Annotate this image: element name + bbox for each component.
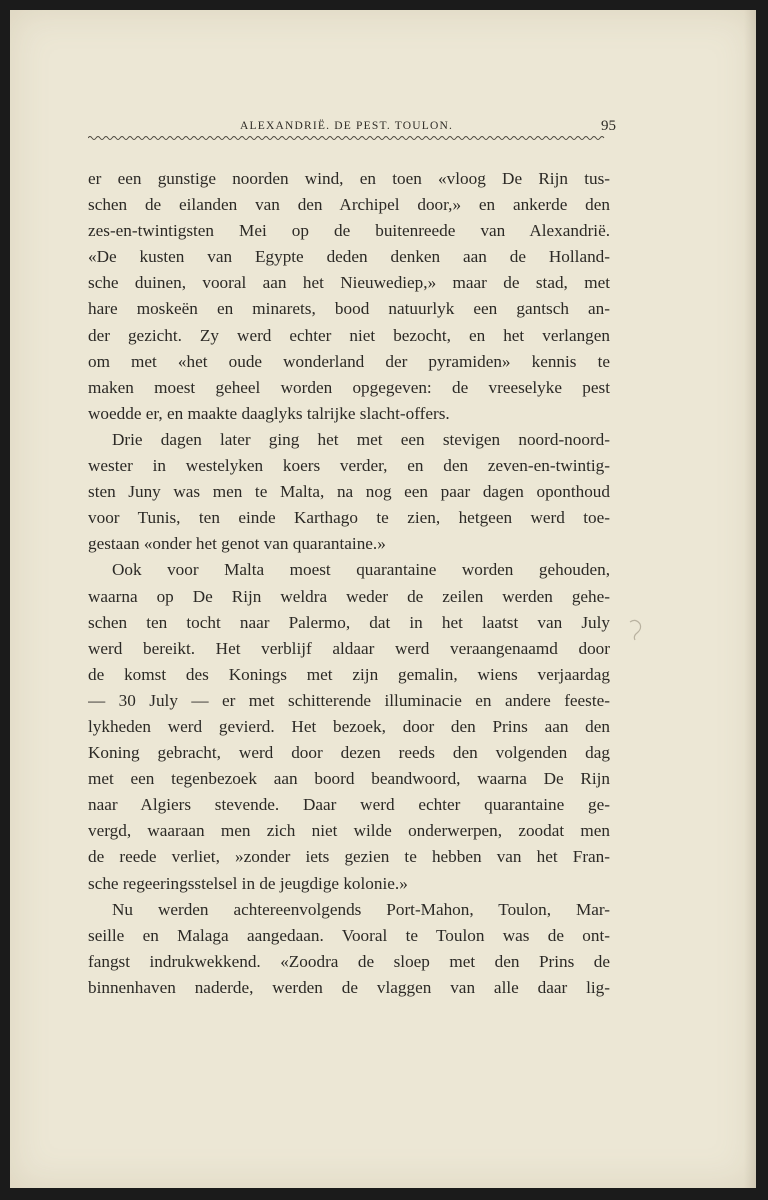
text-line: Koning gebracht, werd door dezen reeds den volgenden dag (88, 743, 610, 763)
text-line: werd bereikt. Het verblijf aldaar werd veraangenaamd door (88, 638, 610, 658)
body-text (88, 166, 610, 1001)
text-line: «De kusten van Egypte deden denken aan de Holland- (88, 247, 610, 267)
text-line: Nu werden achtereenvolgends Port-Mahon, Toulon, Mar- (112, 899, 610, 919)
text-line: sche duinen, vooral aan het Nieuwediep,» maar de stad, met (88, 273, 610, 293)
page-number: 95 (601, 118, 616, 134)
text-line: wester in westelyken koers verder, en den zeven-en-twintig- (88, 456, 610, 476)
running-title: ALEXANDRIË. DE PEST. TOULON. (240, 120, 454, 132)
text-line: zes-en-twintigsten Mei op de buitenreede van Alexandrië. (88, 221, 610, 241)
text-line: fangst indrukwekkend. «Zoodra de sloep met den Prins de (88, 951, 610, 971)
text-line: binnenhaven naderde, werden de vlaggen van alle daar lig- (88, 977, 610, 997)
text-line: om met «het oude wonderland der pyramiden» kennis te (88, 351, 610, 371)
text-line: hare moskeën en minarets, bood natuurlyk een gantsch an- (88, 299, 610, 319)
text-line: er een gunstige noorden wind, en toen «vloog De Rijn tus- (88, 169, 610, 188)
text-line: de komst des Konings met zijn gemalin, wiens verjaardag (88, 664, 610, 684)
text-line: woedde er, en maakte daaglyks talrijke slacht-offers. (88, 403, 450, 423)
text-line: schen de eilanden van den Archipel door,» en ankerde den (88, 195, 610, 215)
text-line: — 30 July — er met schitterende illuminacie en andere feeste- (88, 690, 610, 710)
text-line: met een tegenbezoek aan boord beandwoord, waarna De Rijn (88, 769, 610, 789)
book-page (10, 10, 756, 1188)
text-line: naar Algiers stevende. Daar werd echter quarantaine ge- (88, 795, 610, 815)
text-line: waarna op De Rijn weldra weder de zeilen werden gehe- (88, 586, 610, 606)
text-line: de reede verliet, »zonder iets gezien te hebben van het Fran- (88, 847, 610, 867)
text-line: Ook voor Malta moest quarantaine worden gehouden, (112, 560, 610, 580)
text-line: sche regeeringsstelsel in de jeugdige kolonie.» (88, 873, 408, 893)
ink-stain-mark (626, 616, 648, 642)
text-line: schen ten tocht naar Palermo, dat in het laatst van July (88, 612, 610, 632)
text-line: vergd, waaraan men zich niet wilde onderwerpen, zoodat men (88, 821, 610, 841)
text-line: lykheden werd gevierd. Het bezoek, door den Prins aan den (88, 716, 610, 736)
text-line: seille en Malaga aangedaan. Vooral te Toulon was de ont- (88, 925, 610, 945)
text-line: sten Juny was men te Malta, na nog een paar dagen oponthoud (88, 482, 610, 502)
text-line: gestaan «onder het genot van quarantaine.» (88, 534, 386, 554)
text-line: der gezicht. Zy werd echter niet bezocht, en het verlangen (88, 325, 610, 345)
text-line: maken moest geheel worden opgegeven: de vreeselyke pest (88, 377, 610, 397)
wavy-rule-graphic (88, 135, 608, 141)
text-line: voor Tunis, ten einde Karthago te zien, hetgeen werd toe- (88, 508, 610, 528)
text-line: Drie dagen later ging het met een stevigen noord-noord- (112, 429, 610, 449)
wavy-rule-divider (88, 135, 608, 141)
running-head (88, 116, 616, 140)
